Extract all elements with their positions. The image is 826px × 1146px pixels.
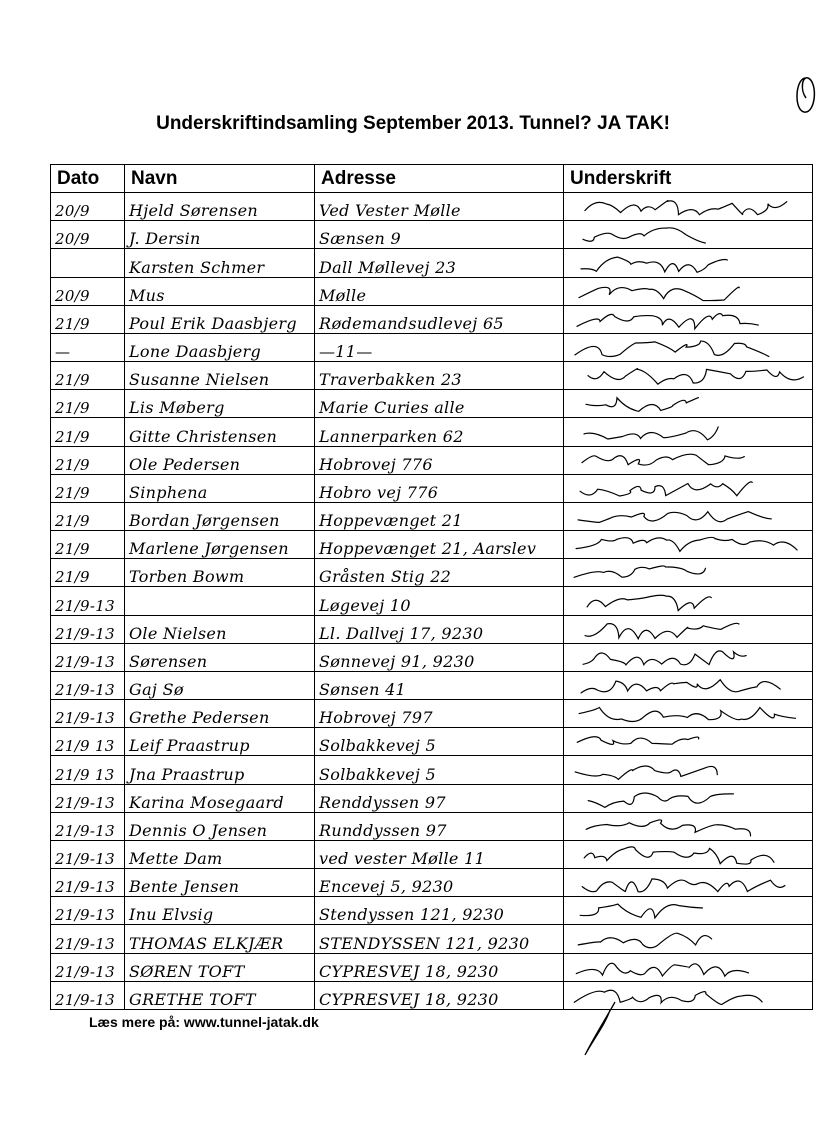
signature-scribble [564, 363, 813, 389]
signature-scribble [564, 955, 813, 981]
row-address: Solbakkevej 5 [315, 756, 564, 784]
row-address: Marie Curies alle [315, 390, 564, 418]
signature-tail-scribble [575, 1000, 635, 1060]
signature-scribble [564, 307, 813, 333]
signature-scribble [564, 560, 813, 586]
row-name: Ole Nielsen [125, 615, 315, 643]
table-body [51, 193, 813, 1010]
row-signature [564, 897, 813, 925]
signature-scribble [564, 673, 813, 699]
row-address: —11— [315, 333, 564, 361]
signature-scribble [564, 476, 813, 502]
row-name: Hjeld Sørensen [125, 193, 315, 221]
signature-scribble [564, 279, 813, 305]
row-signature [564, 305, 813, 333]
row-address: Traverbakken 23 [315, 362, 564, 390]
row-signature [564, 615, 813, 643]
table-row [51, 643, 813, 671]
row-name: Poul Erik Daasbjerg [125, 305, 315, 333]
row-address: Encevej 5, 9230 [315, 869, 564, 897]
row-date: 21/9 [51, 559, 125, 587]
table-row [51, 869, 813, 897]
row-date: 21/9 [51, 362, 125, 390]
signature-scribble [564, 335, 813, 361]
row-signature [564, 502, 813, 530]
table-row [51, 925, 813, 953]
row-address: Sænsen 9 [315, 221, 564, 249]
row-date: 21/9 [51, 446, 125, 474]
row-address: Gråsten Stig 22 [315, 559, 564, 587]
row-date: 21/9-13 [51, 643, 125, 671]
row-signature [564, 840, 813, 868]
signature-scribble [564, 870, 813, 896]
row-name: Jna Praastrup [125, 756, 315, 784]
row-date: 21/9-13 [51, 700, 125, 728]
row-signature [564, 474, 813, 502]
column-header-date: Dato [51, 165, 125, 193]
row-date: 21/9-13 [51, 840, 125, 868]
table-row [51, 333, 813, 361]
row-address: Lannerparken 62 [315, 418, 564, 446]
signature-scribble [564, 504, 813, 530]
row-address: Sønsen 41 [315, 671, 564, 699]
row-address: Løgevej 10 [315, 587, 564, 615]
column-header-name: Navn [125, 165, 315, 193]
row-date: 21/9-13 [51, 671, 125, 699]
row-date: 21/9 [51, 418, 125, 446]
row-address: STENDYSSEN 121, 9230 [315, 925, 564, 953]
table-row [51, 728, 813, 756]
row-date: 21/9-13 [51, 812, 125, 840]
signature-scribble [564, 617, 813, 643]
row-signature [564, 756, 813, 784]
row-name: Gaj Sø [125, 671, 315, 699]
row-name: J. Dersin [125, 221, 315, 249]
row-address: ved vester Mølle 11 [315, 840, 564, 868]
table-row [51, 784, 813, 812]
row-date: 21/9 [51, 474, 125, 502]
signature-scribble [564, 842, 813, 868]
row-signature [564, 587, 813, 615]
row-name: Susanne Nielsen [125, 362, 315, 390]
row-signature [564, 559, 813, 587]
table-header-row [51, 165, 813, 193]
signature-scribble [564, 448, 813, 474]
row-signature [564, 643, 813, 671]
row-date: 21/9-13 [51, 981, 125, 1009]
table-row [51, 305, 813, 333]
table-row [51, 756, 813, 784]
row-address: Ved Vester Mølle [315, 193, 564, 221]
table-row [51, 249, 813, 277]
row-date: 21/9-13 [51, 615, 125, 643]
signature-scribble [564, 391, 813, 417]
row-signature [564, 671, 813, 699]
row-signature [564, 333, 813, 361]
row-name: Bente Jensen [125, 869, 315, 897]
row-date: 21/9-13 [51, 587, 125, 615]
row-name: Leif Praastrup [125, 728, 315, 756]
row-name: Inu Elvsig [125, 897, 315, 925]
row-name: Mette Dam [125, 840, 315, 868]
row-name: Karina Mosegaard [125, 784, 315, 812]
row-address: CYPRESVEJ 18, 9230 [315, 981, 564, 1009]
signature-scribble [564, 589, 813, 615]
row-signature [564, 362, 813, 390]
row-date: 21/9 [51, 390, 125, 418]
row-date: 20/9 [51, 221, 125, 249]
row-signature [564, 249, 813, 277]
row-signature [564, 728, 813, 756]
table-row [51, 840, 813, 868]
signature-scribble [564, 701, 813, 727]
row-name: Ole Pedersen [125, 446, 315, 474]
row-signature [564, 446, 813, 474]
row-date: 21/9 [51, 305, 125, 333]
row-signature [564, 531, 813, 559]
row-name: Karsten Schmer [125, 249, 315, 277]
table-row [51, 474, 813, 502]
row-name: Torben Bowm [125, 559, 315, 587]
table-row [51, 446, 813, 474]
signature-scribble [564, 222, 813, 248]
row-name: Dennis O Jensen [125, 812, 315, 840]
page-title: Underskriftindsamling September 2013. Tunnel? JA TAK! [156, 113, 670, 134]
row-name: Lis Møberg [125, 390, 315, 418]
row-date: 20/9 [51, 193, 125, 221]
row-address: Hoppevænget 21, Aarslev [315, 531, 564, 559]
row-address: Sønnevej 91, 9230 [315, 643, 564, 671]
row-signature [564, 784, 813, 812]
signature-scribble [564, 814, 813, 840]
row-date: 21/9-13 [51, 784, 125, 812]
table-row [51, 531, 813, 559]
table-row [51, 671, 813, 699]
row-date: 21/9-13 [51, 869, 125, 897]
row-signature [564, 812, 813, 840]
signature-scribble [564, 927, 813, 953]
row-date: — [51, 333, 125, 361]
row-address: Ll. Dallvej 17, 9230 [315, 615, 564, 643]
table-row [51, 193, 813, 221]
table-row [51, 277, 813, 305]
row-address: Hobrovej 797 [315, 700, 564, 728]
signature-scribble [564, 898, 813, 924]
signature-scribble [564, 532, 813, 558]
table-row [51, 897, 813, 925]
table-row [51, 700, 813, 728]
row-signature [564, 953, 813, 981]
row-name: Sinphena [125, 474, 315, 502]
signature-table [50, 164, 813, 1010]
signature-scribble [564, 645, 813, 671]
row-signature [564, 390, 813, 418]
row-name: SØREN TOFT [125, 953, 315, 981]
row-name: Marlene Jørgensen [125, 531, 315, 559]
table-row [51, 812, 813, 840]
row-address: Renddyssen 97 [315, 784, 564, 812]
row-date: 20/9 [51, 277, 125, 305]
table-row [51, 953, 813, 981]
table-row [51, 587, 813, 615]
row-signature [564, 221, 813, 249]
row-signature [564, 418, 813, 446]
signature-scribble [564, 786, 813, 812]
row-name [125, 587, 315, 615]
row-name: Bordan Jørgensen [125, 502, 315, 530]
row-address: CYPRESVEJ 18, 9230 [315, 953, 564, 981]
row-address: Stendyssen 121, 9230 [315, 897, 564, 925]
row-name: Gitte Christensen [125, 418, 315, 446]
row-address: Hobrovej 776 [315, 446, 564, 474]
table-row [51, 559, 813, 587]
row-date: 21/9 [51, 531, 125, 559]
row-address: Mølle [315, 277, 564, 305]
table-row [51, 615, 813, 643]
signature-scribble [564, 420, 813, 446]
row-date: 21/9 13 [51, 728, 125, 756]
row-date [51, 249, 125, 277]
row-address: Hobro vej 776 [315, 474, 564, 502]
row-name: Mus [125, 277, 315, 305]
row-name: THOMAS ELKJÆR [125, 925, 315, 953]
row-address: Runddyssen 97 [315, 812, 564, 840]
footer-link-text: Læs mere på: www.tunnel-jatak.dk [89, 1014, 319, 1030]
row-address: Dall Møllevej 23 [315, 249, 564, 277]
row-name: Lone Daasbjerg [125, 333, 315, 361]
table-row [51, 221, 813, 249]
table-row [51, 390, 813, 418]
column-header-address: Adresse [315, 165, 564, 193]
row-date: 21/9-13 [51, 925, 125, 953]
row-date: 21/9 [51, 502, 125, 530]
table-row [51, 502, 813, 530]
row-address: Rødemandsudlevej 65 [315, 305, 564, 333]
row-name: Grethe Pedersen [125, 700, 315, 728]
row-date: 21/9-13 [51, 953, 125, 981]
row-signature [564, 869, 813, 897]
signature-scribble [564, 251, 813, 277]
row-name: GRETHE TOFT [125, 981, 315, 1009]
signature-scribble [564, 758, 813, 784]
table-row [51, 981, 813, 1009]
row-address: Solbakkevej 5 [315, 728, 564, 756]
table-row [51, 362, 813, 390]
row-date: 21/9-13 [51, 897, 125, 925]
row-name: Sørensen [125, 643, 315, 671]
column-header-signature: Underskrift [564, 165, 813, 193]
row-signature [564, 193, 813, 221]
row-signature [564, 700, 813, 728]
row-address: Hoppevænget 21 [315, 502, 564, 530]
row-date: 21/9 13 [51, 756, 125, 784]
signature-scribble [564, 729, 813, 755]
table-row [51, 418, 813, 446]
signature-scribble [564, 194, 813, 220]
row-signature [564, 925, 813, 953]
row-signature [564, 277, 813, 305]
